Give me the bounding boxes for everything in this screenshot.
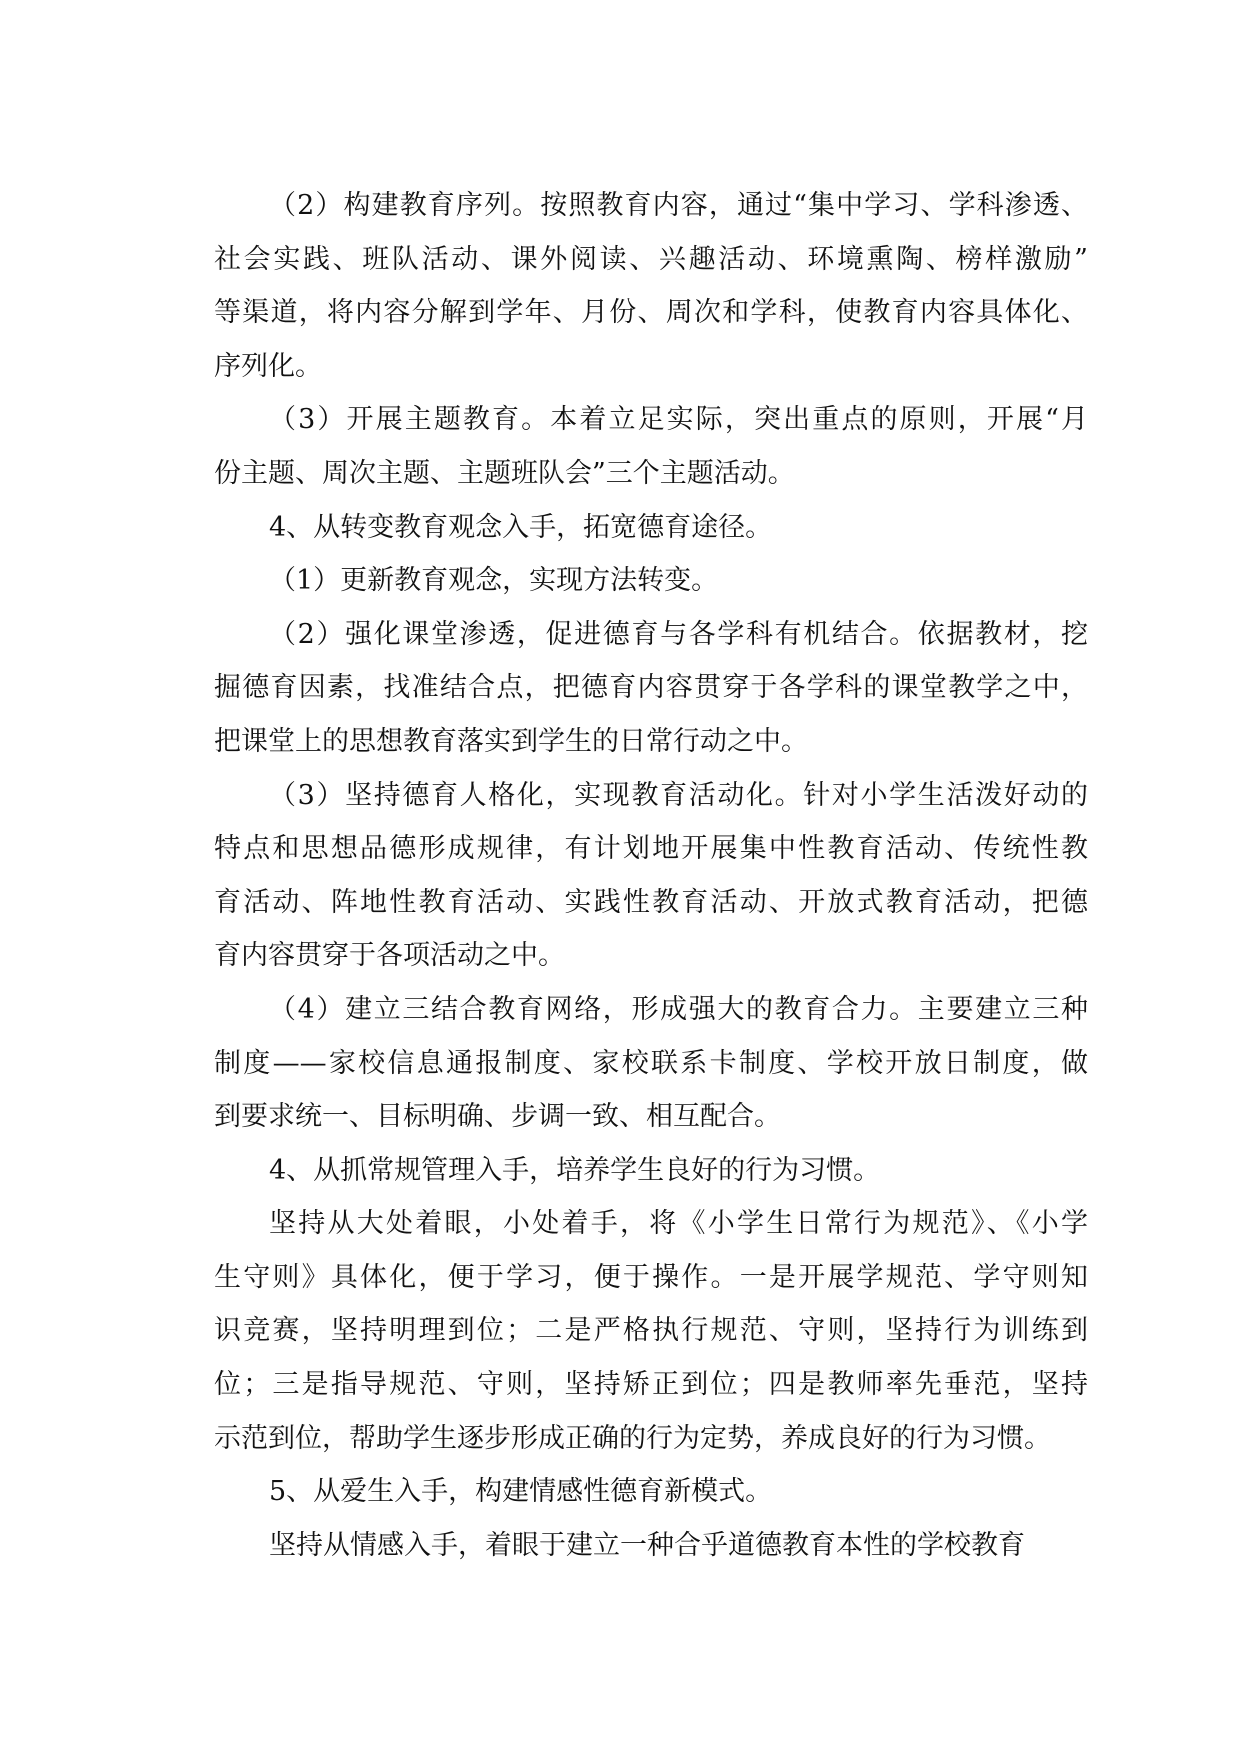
text-line: 坚持从情感入手，着眼于建立一种合乎道德教育本性的学校教育 bbox=[269, 1529, 1025, 1561]
paragraph-behavior-norms bbox=[214, 1204, 1088, 1472]
text-line: 育活动、阵地性教育活动、实践性教育活动、开放式教育活动，把德 bbox=[214, 886, 1088, 918]
text-line: 到要求统一、目标明确、步调一致、相互配合。 bbox=[214, 1101, 781, 1133]
text-line: 份主题、周次主题、主题班队会”三个主题活动。 bbox=[214, 457, 795, 489]
text-line: （3）坚持德育人格化，实现教育活动化。针对小学生活泼好动的 bbox=[269, 779, 1088, 811]
paragraph-education-network bbox=[214, 990, 1088, 1151]
text-line: 4、从抓常规管理入手，培养学生良好的行为习惯。 bbox=[269, 1154, 881, 1186]
section-heading-education-concept bbox=[214, 508, 1088, 562]
text-line: 4、从转变教育观念入手，拓宽德育途径。 bbox=[269, 511, 773, 543]
section-heading-routine-management bbox=[214, 1151, 1088, 1205]
text-line: 社会实践、班队活动、课外阅读、兴趣活动、环境熏陶、榜样激励” bbox=[214, 243, 1088, 275]
paragraph-update-concept bbox=[214, 561, 1088, 615]
paragraph-build-education-sequence bbox=[214, 186, 1088, 400]
text-line: 育内容贯穿于各项活动之中。 bbox=[214, 940, 565, 972]
text-line: 特点和思想品德形成规律，有计划地开展集中性教育活动、传统性教 bbox=[214, 833, 1088, 865]
text-line: 位；三是指导规范、守则，坚持矫正到位；四是教师率先垂范，坚持 bbox=[214, 1369, 1088, 1401]
paragraph-activity-based-education bbox=[214, 776, 1088, 990]
text-line: 制度——家校信息通报制度、家校联系卡制度、学校开放日制度，做 bbox=[214, 1047, 1088, 1079]
text-line: 识竞赛，坚持明理到位；二是严格执行规范、守则，坚持行为训练到 bbox=[214, 1315, 1088, 1347]
section-heading-caring-students bbox=[214, 1472, 1088, 1526]
text-line: （1）更新教育观念，实现方法转变。 bbox=[269, 565, 719, 597]
document-body bbox=[214, 186, 1088, 1579]
text-line: 示范到位，帮助学生逐步形成正确的行为定势，养成良好的行为习惯。 bbox=[214, 1422, 1051, 1454]
text-line: 生守则》具体化，便于学习，便于操作。一是开展学规范、学守则知 bbox=[214, 1261, 1088, 1293]
text-line: 坚持从大处着眼，小处着手，将《小学生日常行为规范》、《小学 bbox=[269, 1208, 1088, 1240]
paragraph-theme-education bbox=[214, 400, 1088, 507]
paragraph-emotional-education bbox=[214, 1526, 1088, 1580]
text-line: 掘德育因素，找准结合点，把德育内容贯穿于各学科的课堂教学之中， bbox=[214, 672, 1088, 704]
text-line: （4）建立三结合教育网络，形成强大的教育合力。主要建立三种 bbox=[269, 993, 1088, 1025]
text-line: 等渠道，将内容分解到学年、月份、周次和学科，使教育内容具体化、 bbox=[214, 297, 1088, 329]
text-line: 5、从爱生入手，构建情感性德育新模式。 bbox=[269, 1476, 773, 1508]
text-line: （2）强化课堂渗透，促进德育与各学科有机结合。依据教材，挖 bbox=[269, 618, 1088, 650]
text-line: （3）开展主题教育。本着立足实际，突出重点的原则，开展“月 bbox=[269, 404, 1088, 436]
paragraph-classroom-integration bbox=[214, 615, 1088, 776]
text-line: 把课堂上的思想教育落实到学生的日常行动之中。 bbox=[214, 725, 808, 757]
text-line: 序列化。 bbox=[214, 350, 322, 382]
text-line: （2）构建教育序列。按照教育内容，通过“集中学习、学科渗透、 bbox=[269, 190, 1088, 221]
